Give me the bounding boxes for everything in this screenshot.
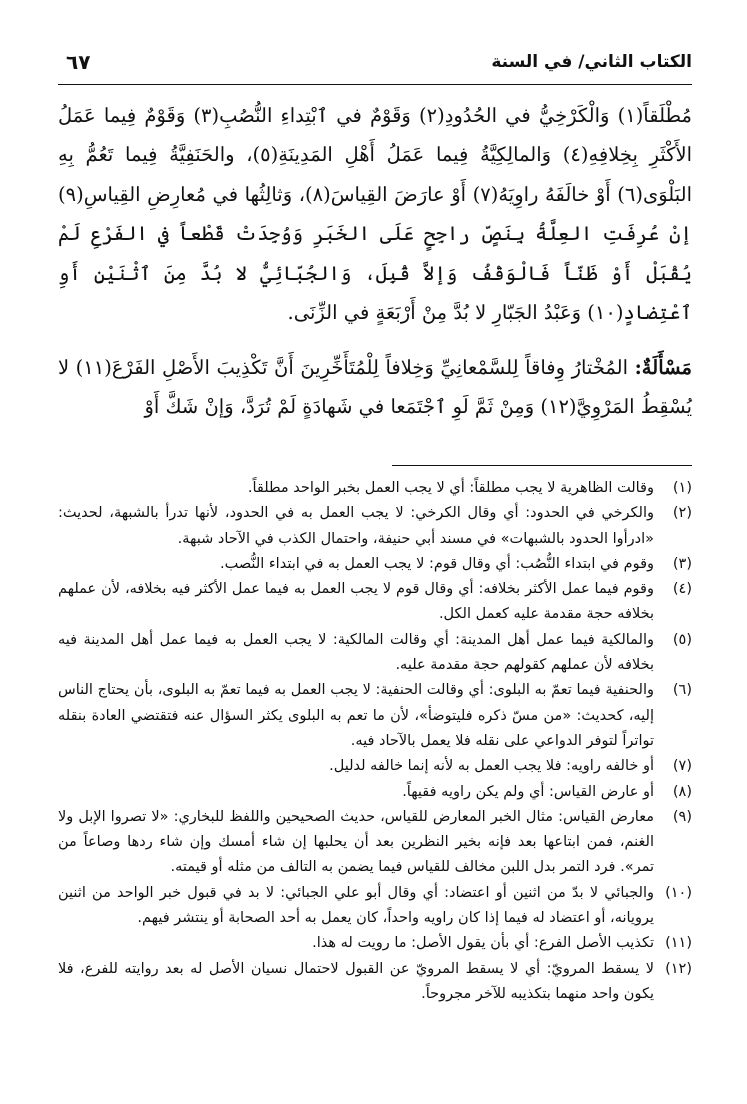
footnote-number: (٩) — [672, 808, 692, 825]
masala-text: المُخْتارُ وِفاقاً لِلسَّمْعانِيِّ وَخِلافاً لِلْمُتَأَخِّرِينَ أَنَّ تَكْذِيبَ الأَصْلِ الفَرْعَ(١١) لا يُسْقِطُ المَرْوِيَّ(١٢) وَمِنْ ثَمَّ لَوِ ٱجْتَمَعا في شَهادَةٍ لَمْ تُرَدَّ، وَإنْ شَكَّ أَوْ — [58, 356, 692, 419]
footnote-text: تكذيب الأصل الفرع: أي بأن يقول الأصل: ما رويت له هذا. — [312, 935, 654, 952]
page-header — [58, 44, 692, 85]
footnote — [58, 881, 692, 932]
footnote — [58, 628, 692, 679]
footnote-text: والمالكية فيما عمل أهل المدينة: أي وقالت المالكية: لا يجب العمل به فيما عمل أهل المدينة فيه بخلافه لأن عملهم كقولهم حجة مقدمة عليه. — [58, 631, 654, 674]
footnote — [58, 754, 692, 779]
footnote-text: وقوم في ابتداء النُّصُب: أي وقال قوم: لا يجب العمل به في ابتداء النُّصب. — [220, 555, 654, 572]
footnote-number: (٢) — [672, 505, 692, 522]
footnote-number: (١٢) — [665, 960, 692, 977]
footnote-number: (١٠) — [665, 884, 692, 901]
footnote — [58, 501, 692, 552]
footnote-text: وقالت الظاهرية لا يجب مطلقاً: أي لا يجب العمل بخبر الواحد مطلقاً. — [247, 480, 654, 496]
footnote-text: معارض القياس: مثال الخبر المعارض للقياس، حديث الصحيحين واللفظ للبخاري: «لا تصروا الإبل ولا الغنم، فمن ابتاعها بعد فإنه بخير النظرين بعد أن يحلبها إن شاء أمسك وإن شاء ردها وصاعاً من تمر». فرد التمر بدل اللبن مخالف للقياس فيما يضمن به التالف من مثله أو قيمته. — [58, 808, 654, 876]
footnote — [58, 476, 692, 501]
masala-section — [58, 348, 692, 427]
footnote — [58, 931, 692, 956]
footnote — [58, 577, 692, 628]
footnote — [58, 552, 692, 577]
main-text — [58, 96, 692, 332]
footnote-text: والجبائي لا بدّ من اثنين أو اعتضاد: أي وقال أبو علي الجبائي: لا بد في قبول خبر الواحد من اثنين يرويانه، أو اعتضاد له فيما إذا كان راويه واحداً، كان يعمل به أحد الصحابة أو ينتشر فيهم. — [58, 884, 654, 927]
footnote — [58, 957, 692, 1008]
footnote-text: أو عارض القياس: أي ولم يكن راويه فقيهاً. — [402, 783, 654, 800]
footnote-divider — [392, 465, 692, 466]
footnote-text: والكرخي في الحدود: أي وقال الكرخي: لا يجب العمل به في الحدود، لأنها تدرأ بالشبهة، لحديث: «ادرأوا الحدود بالشبهات» في مسند أبي حنيفة، واحتمال الكذب في الآحاد شبهة. — [58, 505, 654, 547]
footnotes — [58, 476, 692, 1007]
footnote-number: (٤) — [672, 581, 692, 598]
footnote — [58, 805, 692, 881]
body-paragraph: مُطْلَقاً(١) وَالْكَرْخِيُّ في الحُدُودِ(٢) وَقَوْمٌ في ٱبْتِداءِ النُّصُبِ(٣) وَقَوْمٌ فِيما عَمَلُ الأَكْثَرِ بِخِلافِهِ(٤) وَالمالِكِيَّةُ فِيما عَمَلُ أَهْلِ المَدِينَةِ(٥)، والحَنَفِيَّةُ فِيما تَعُمُّ بِهِ البَلْوَى(٦) أَوْ خالَفَهُ راوِيَهُ(٧) أَوْ عارَضَ القِياسَ(٨)، وَثالِثُها في مُعارِضِ القِياسِ(٩) إنْ عُرِفَتِ العِلَّةُ بِنَصٍّ راجِحٍ عَلَى الخَبَرِ وَوُجِدَتْ قَطْعاً في الفَرْعِ لَمْ يُقْبَلْ أَوْ ظَنّاً فَالْوَقْفُ وَإلاَّ قُبِلَ، وَالجُبّائِيُّ لا بُدَّ مِنَ ٱثْنَيْنِ أَوِ ٱعْتِضادٍ(١٠) وَعَبْدُ الجَبّارِ لا بُدَّ مِنْ أَرْبَعَةٍ في الزِّنَى. — [58, 104, 693, 325]
footnote-text: وقوم فيما عمل الأكثر بخلافه: أي وقال قوم لا يجب العمل به فيما عمل الأكثر فيه بخلافه، لأن عملهم بخلافه حجة مقدمة عليه كعمل الكل. — [58, 581, 654, 623]
footnote-text: والحنفية فيما تعمّ به البلوى: أي وقالت الحنفية: لا يجب العمل به فيما تعمّ به البلوى، بأن يحتاج الناس إليه، كحديث: «من مسّ ذكره فليتوضأ»، لأن ما تعم به البلوى يكثر السؤال عنه فتقتضي العادة بنقله تواتراً لتوفر الدواعي على نقله فلا يعمل بالآحاد فيه. — [58, 682, 654, 749]
footnote-text: أو خالفه راويه: فلا يجب العمل به لأنه إنما خالفه لدليل. — [329, 758, 654, 775]
footnote — [58, 780, 692, 805]
footnote-number: (٣) — [672, 555, 692, 572]
footnote-number: (٨) — [672, 783, 692, 800]
footnote-number: (١) — [672, 480, 692, 496]
footnote — [58, 678, 692, 754]
footnote-text: لا يسقط المرويّ: أي لا يسقط المرويّ عن القبول لاحتمال نسيان الأصل له بعد روايته للفرع، فلا يكون واحد منهما بتكذيبه للآخر مجروحاً. — [58, 960, 654, 1002]
body-paragraph-masala — [58, 348, 692, 427]
footnote-number: (٦) — [672, 682, 692, 699]
page-number: ٦٧ — [66, 50, 91, 74]
footnote-number: (٧) — [672, 758, 692, 775]
footnote-number: (٥) — [672, 631, 692, 648]
footnote-number: (١١) — [665, 935, 692, 952]
masala-heading: مَسْأَلَةٌ: — [634, 356, 692, 379]
running-head: الكتاب الثاني/ في السنة — [491, 52, 692, 72]
